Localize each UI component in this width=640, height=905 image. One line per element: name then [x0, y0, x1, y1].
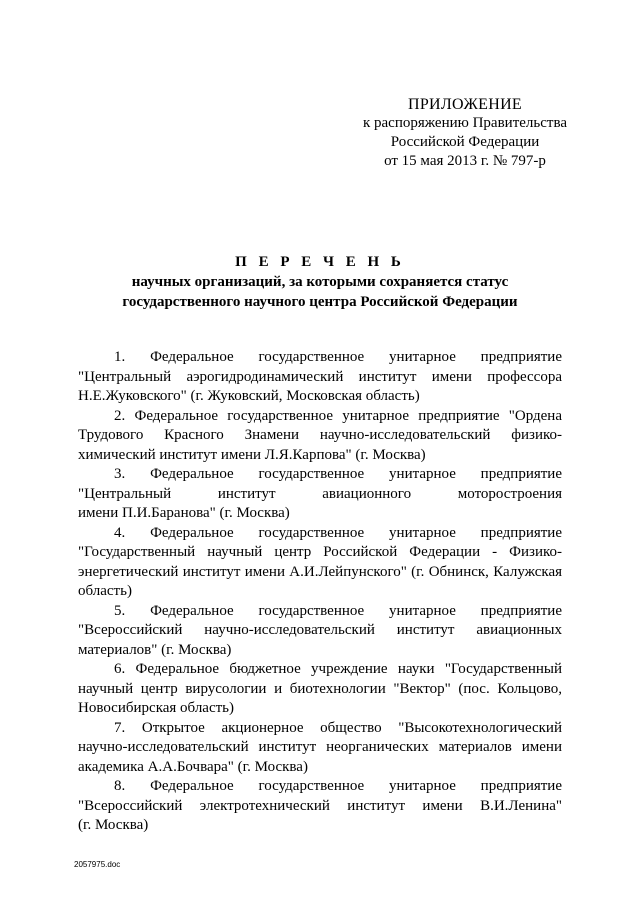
- appendix-block: [340, 95, 590, 171]
- document-heading: [60, 252, 580, 312]
- list-item: [78, 407, 562, 466]
- list-item-line: энергетический институт имени А.И.Лейпунского" (г. Обнинск, Калужская: [78, 563, 562, 580]
- list-item-line: Новосибирская область): [78, 700, 235, 716]
- list-item-line: имени П.И.Баранова" (г. Москва): [78, 505, 290, 521]
- list-item: [78, 602, 562, 661]
- list-item-line: 1. Федеральное государственное унитарное предприятие: [114, 349, 562, 365]
- list-item-line: химический институт имени Л.Я.Карпова" (г. Москва): [78, 446, 426, 463]
- list-item-line: научно-исследовательский институт неорганических материалов имени: [78, 739, 562, 755]
- list-item-line: научный центр вирусологии и биотехнологии "Вектор" (пос. Кольцово,: [78, 680, 562, 697]
- list-item-line: область): [78, 583, 132, 599]
- list-item-line: (г. Москва): [78, 817, 149, 833]
- list-item: [78, 777, 562, 836]
- list-item-line: Н.Е.Жуковского" (г. Жуковский, Московская область): [78, 388, 420, 404]
- list-item-line: "Центральный институт авиационного моторостроения: [78, 485, 562, 502]
- appendix-line: Российской Федерации: [390, 134, 540, 150]
- document-file-id: 2057975.doc: [74, 860, 121, 869]
- appendix-line: к распоряжению Правительства: [362, 115, 567, 131]
- list-item-line: Трудового Красного Знамени научно-исследовательский физико-: [78, 427, 562, 443]
- list-item-line: материалов" (г. Москва): [78, 641, 232, 658]
- list-item-line: "Всероссийский электротехнический институт имени В.И.Ленина": [78, 797, 562, 814]
- list-item: [78, 719, 562, 778]
- list-item: [78, 465, 562, 524]
- list-item-line: 5. Федеральное государственное унитарное предприятие: [114, 602, 562, 619]
- list-item: [78, 660, 562, 719]
- list-item-line: 8. Федеральное государственное унитарное предприятие: [114, 778, 562, 794]
- list-item-line: "Всероссийский научно-исследовательский институт авиационных: [78, 622, 562, 638]
- list-item-line: академика А.А.Бочвара" (г. Москва): [78, 758, 308, 775]
- list-item-line: 2. Федеральное государственное унитарное предприятие "Ордена: [114, 407, 562, 424]
- list-item-line: "Государственный научный центр Российской Федерации - Физико-: [78, 544, 562, 560]
- list-item-line: 4. Федеральное государственное унитарное предприятие: [114, 524, 562, 541]
- list-item: [78, 348, 562, 407]
- document-subtitle-line: государственного научного центра Российской Федерации: [122, 294, 518, 310]
- appendix-title: ПРИЛОЖЕНИЕ: [407, 96, 522, 113]
- list-item-line: 3. Федеральное государственное унитарное предприятие: [114, 466, 562, 482]
- appendix-date-line: от 15 мая 2013 г. № 797-р: [384, 153, 546, 169]
- list-item-line: 7. Открытое акционерное общество "Высокотехнологический: [114, 719, 562, 736]
- list-item-line: "Центральный аэрогидродинамический институт имени профессора: [78, 368, 562, 385]
- list-item: [78, 524, 562, 602]
- document-title: П Е Р Е Ч Е Н Ь: [235, 254, 405, 270]
- organization-list: [78, 348, 562, 836]
- document-subtitle-line: научных организаций, за которыми сохраняется статус: [131, 274, 509, 290]
- list-item-line: 6. Федеральное бюджетное учреждение науки "Государственный: [114, 661, 562, 677]
